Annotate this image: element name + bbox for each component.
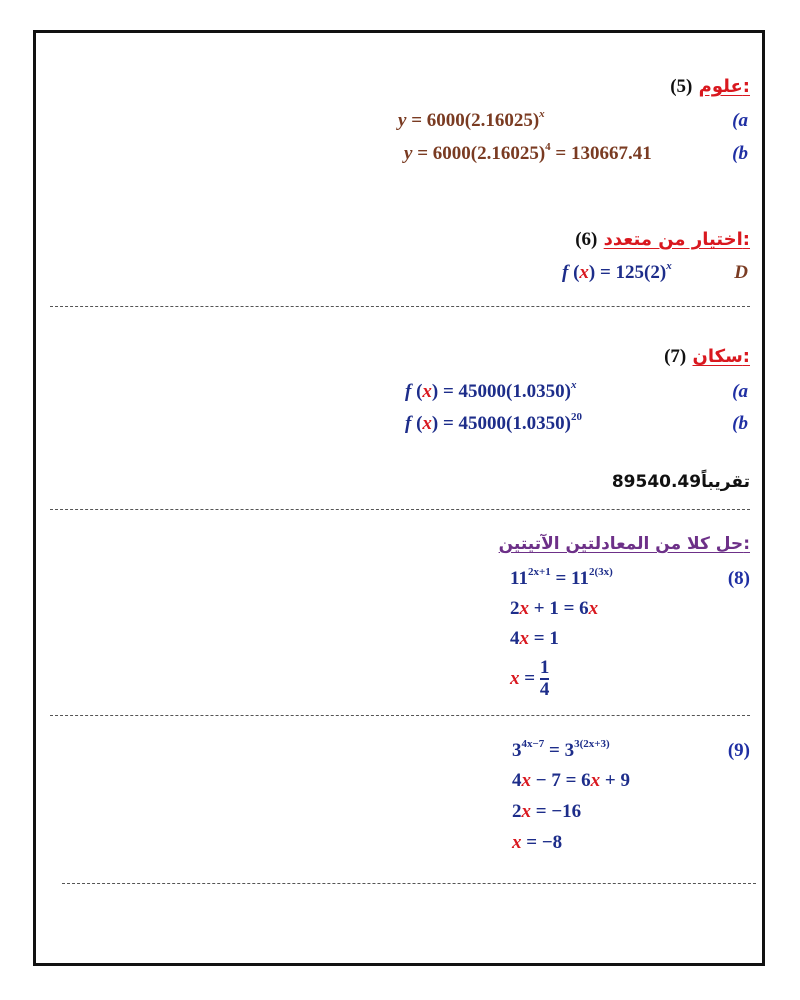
s7-equation-a: f $(x) = 45000(1.0350)^x$: [405, 379, 577, 402]
divider: [50, 715, 750, 716]
s5-label-b: (b: [732, 143, 748, 164]
solve-heading: حل كلا من المعادلتين الآتيتين:: [498, 534, 750, 554]
section-7-title: سكان:: [692, 346, 750, 367]
s8-line-2: 2x + 1 = 6x: [510, 598, 599, 619]
section-8-number: (8): [727, 568, 750, 589]
section-5-title: علوم:: [698, 76, 750, 97]
s7-label-b: (b: [732, 413, 748, 434]
section-7-number: (7): [664, 346, 687, 367]
fraction: $\frac{1}{4}$: [539, 657, 550, 700]
section-7-heading: [664, 346, 750, 368]
s5-equation-b: $y = 6000(2.16025)^4 = 130667.41$: [404, 141, 652, 164]
divider: [62, 883, 756, 884]
s8-line-4: x = $\frac{1}{4}$: [510, 657, 550, 700]
divider: [50, 509, 750, 510]
s7-label-a: (a: [732, 381, 748, 402]
section-5-heading: [670, 76, 750, 98]
section-5-number: (5): [670, 76, 693, 97]
s8-line-3: 4x = 1: [510, 628, 559, 649]
section-9-number: (9): [727, 740, 750, 761]
s8-line-1: $11^{2x+1} = 11^{2(3x)}$: [510, 566, 613, 589]
s7-answer: تقريباً89540.49: [611, 472, 750, 492]
section-6-heading: [575, 229, 750, 251]
s6-equation: f $(x) = 125(2)^x$: [562, 260, 672, 283]
s9-line-1: $3^{4x-7} = 3^{3(2x+3)}$: [512, 738, 610, 761]
s9-line-3: 2x = −16: [512, 801, 582, 822]
s6-choice: D: [734, 262, 748, 283]
s7-equation-b: f $(x) = 45000(1.0350)^{20}$: [405, 411, 582, 434]
s5-equation-a: $y = 6000(2.16025)^x$: [398, 108, 545, 131]
section-6-title: اختيار من متعدد:: [603, 229, 750, 250]
s5-label-a: (a: [732, 110, 748, 131]
s9-line-2: 4x − 7 = 6x + 9: [512, 770, 630, 791]
page-frame: [33, 30, 765, 966]
section-6-number: (6): [575, 229, 598, 250]
s9-line-4: x = −8: [512, 832, 563, 853]
divider: [50, 306, 750, 307]
